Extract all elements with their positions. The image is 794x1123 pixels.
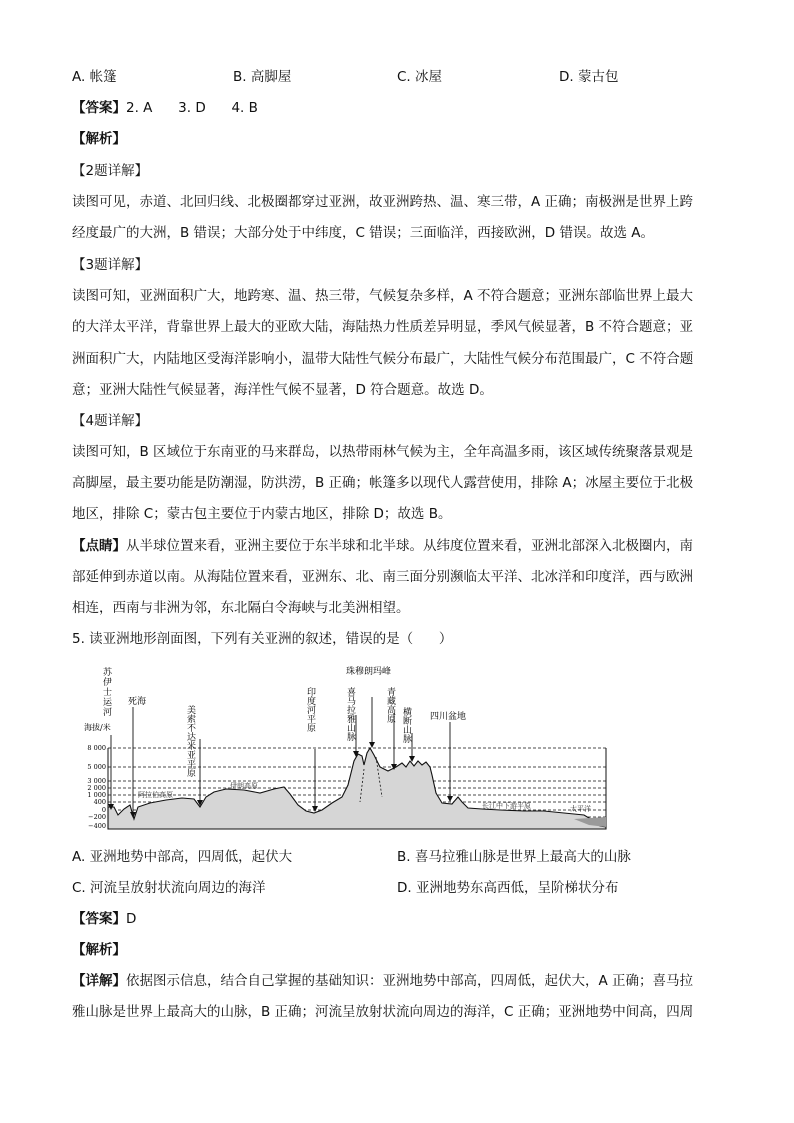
detail5-line-1 — [72, 972, 693, 990]
option-a: A. 帐篷 — [72, 69, 117, 85]
label-dead-sea: 死海 — [128, 697, 147, 707]
label-iran: 伊朗高原 — [230, 782, 258, 790]
analysis-heading: 【解析】 — [72, 131, 126, 147]
tick-2000: 2 000 — [87, 784, 106, 792]
q4-heading: 【4题详解】 — [72, 413, 149, 429]
axis-label: 海拔/米 — [84, 723, 111, 732]
tick-1000: 1 000 — [87, 791, 106, 799]
label-arabia: 阿拉伯高原 — [138, 791, 173, 799]
q3-heading: 【3题详解】 — [72, 257, 149, 273]
label-qomolangma: 珠穆朗玛峰 — [346, 667, 392, 677]
answer-text: 2. A 3. D 4. B — [126, 100, 258, 116]
label-tibet: 青藏高原 — [385, 687, 395, 723]
option-b: B. 高脚屋 — [233, 69, 292, 85]
answer-tag: 【答案】 — [72, 100, 126, 116]
label-indo-ganges: 印度河平原 — [305, 687, 315, 732]
q4-line-3: 地区，排除 C；蒙古包主要位于内蒙古地区，排除 D；故选 B。 — [72, 506, 452, 522]
answer-line — [72, 99, 258, 117]
q2-heading: 【2题详解】 — [72, 163, 149, 179]
tick-minus200: −200 — [88, 813, 106, 821]
q3-line-4: 意；亚洲大陆性气候显著，海洋性气候不显著，D 符合题意。故选 D。 — [72, 382, 493, 398]
q3-line-3: 洲面积广大，内陆地区受海洋影响小，温带大陆性气候分布最广，大陆性气候分布范围最广，C 不符合题 — [72, 351, 694, 367]
tick-labels — [87, 744, 106, 830]
tip-tag: 【点睛】 — [72, 538, 126, 554]
label-sichuan-basin: 四川盆地 — [430, 712, 467, 722]
tick-0: 0 — [101, 806, 106, 814]
option-c: C. 冰屋 — [397, 69, 443, 85]
label-pacific: 太平洋 — [570, 805, 591, 813]
answer5-tag: 【答案】 — [72, 911, 126, 927]
q3-line-1: 读图可知，亚洲面积广大，地跨寒、温、热三带，气候复杂多样，A 不符合题意；亚洲东部临世界上最大 — [72, 288, 694, 304]
tip-text-1: 从半球位置来看，亚洲主要位于东半球和北半球。从纬度位置来看，亚洲北部深入北极圈内，南 — [126, 538, 693, 554]
detail5-line-2: 雅山脉是世界上最高大的山脉，B 正确；河流呈放射状流向周边的海洋，C 正确；亚洲地势中间高，四周 — [72, 1004, 694, 1020]
label-hengduan: 横断山脉 — [401, 707, 411, 743]
tick-3000: 3 000 — [87, 777, 106, 785]
label-suez-canal: 苏伊士运河 — [101, 667, 111, 717]
tick-400: 400 — [93, 798, 106, 806]
tip-line-2: 部延伸到赤道以南。从海陆位置来看，亚洲东、北、南三面分别濒临太平洋、北冰洋和印度洋，西与欧洲 — [72, 569, 693, 585]
tip-line-1 — [72, 537, 693, 555]
label-yangtze-plain: 长江中下游平原 — [482, 802, 531, 810]
terrain-profile-figure — [84, 657, 614, 832]
label-himalaya: 喜马拉雅山脉 — [345, 687, 355, 741]
q5-option-c: C. 河流呈放射状流向周边的海洋 — [72, 880, 266, 896]
terrain-profile — [108, 748, 606, 829]
q5-stem: 5. 读亚洲地形剖面图，下列有关亚洲的叙述，错误的是（ ） — [72, 631, 453, 647]
q5-option-d: D. 亚洲地势东高西低，呈阶梯状分布 — [397, 880, 619, 896]
detail5-tag: 【详解】 — [72, 973, 126, 989]
q5-option-b: B. 喜马拉雅山脉是世界上最高大的山脉 — [397, 849, 631, 865]
q4-line-2: 高脚屋，最主要功能是防潮湿，防洪涝，B 正确；帐篷多以现代人露营使用，排除 A；冰屋主要位于北极 — [72, 475, 694, 491]
answer5-line — [72, 910, 136, 928]
answer5-text: D — [126, 911, 137, 927]
label-mesopotamia: 美索不达米亚平原 — [185, 705, 195, 777]
detail5-text-1: 依据图示信息，结合自己掌握的基础知识：亚洲地势中部高，四周低，起伏大，A 正确；喜马拉 — [126, 973, 694, 989]
option-d: D. 蒙古包 — [559, 69, 619, 85]
q2-line-1: 读图可见，赤道、北回归线、北极圈都穿过亚洲，故亚洲跨热、温、寒三带，A 正确；南极洲是世界上跨 — [72, 194, 694, 210]
analysis5-heading: 【解析】 — [72, 942, 126, 958]
tick-8000: 8 000 — [87, 744, 106, 752]
tick-minus400: −400 — [88, 822, 106, 830]
q3-line-2: 的大洋太平洋，背靠世界上最大的亚欧大陆，海陆热力性质差异明显，季风气候显著，B 不符合题意；亚 — [72, 319, 694, 335]
q4-line-1: 读图可知，B 区域位于东南亚的马来群岛，以热带雨林气候为主，全年高温多雨，该区域传统聚落景观是 — [72, 444, 694, 460]
tip-line-3: 相连，西南与非洲为邻，东北隔白令海峡与北美洲相望。 — [72, 600, 410, 616]
tick-5000: 5 000 — [87, 763, 106, 771]
q2-line-2: 经度最广的大洲，B 错误；大部分处于中纬度，C 错误；三面临洋，西接欧洲，D 错误。故选 A。 — [72, 225, 654, 241]
q5-option-a: A. 亚洲地势中部高，四周低，起伏大 — [72, 849, 293, 865]
